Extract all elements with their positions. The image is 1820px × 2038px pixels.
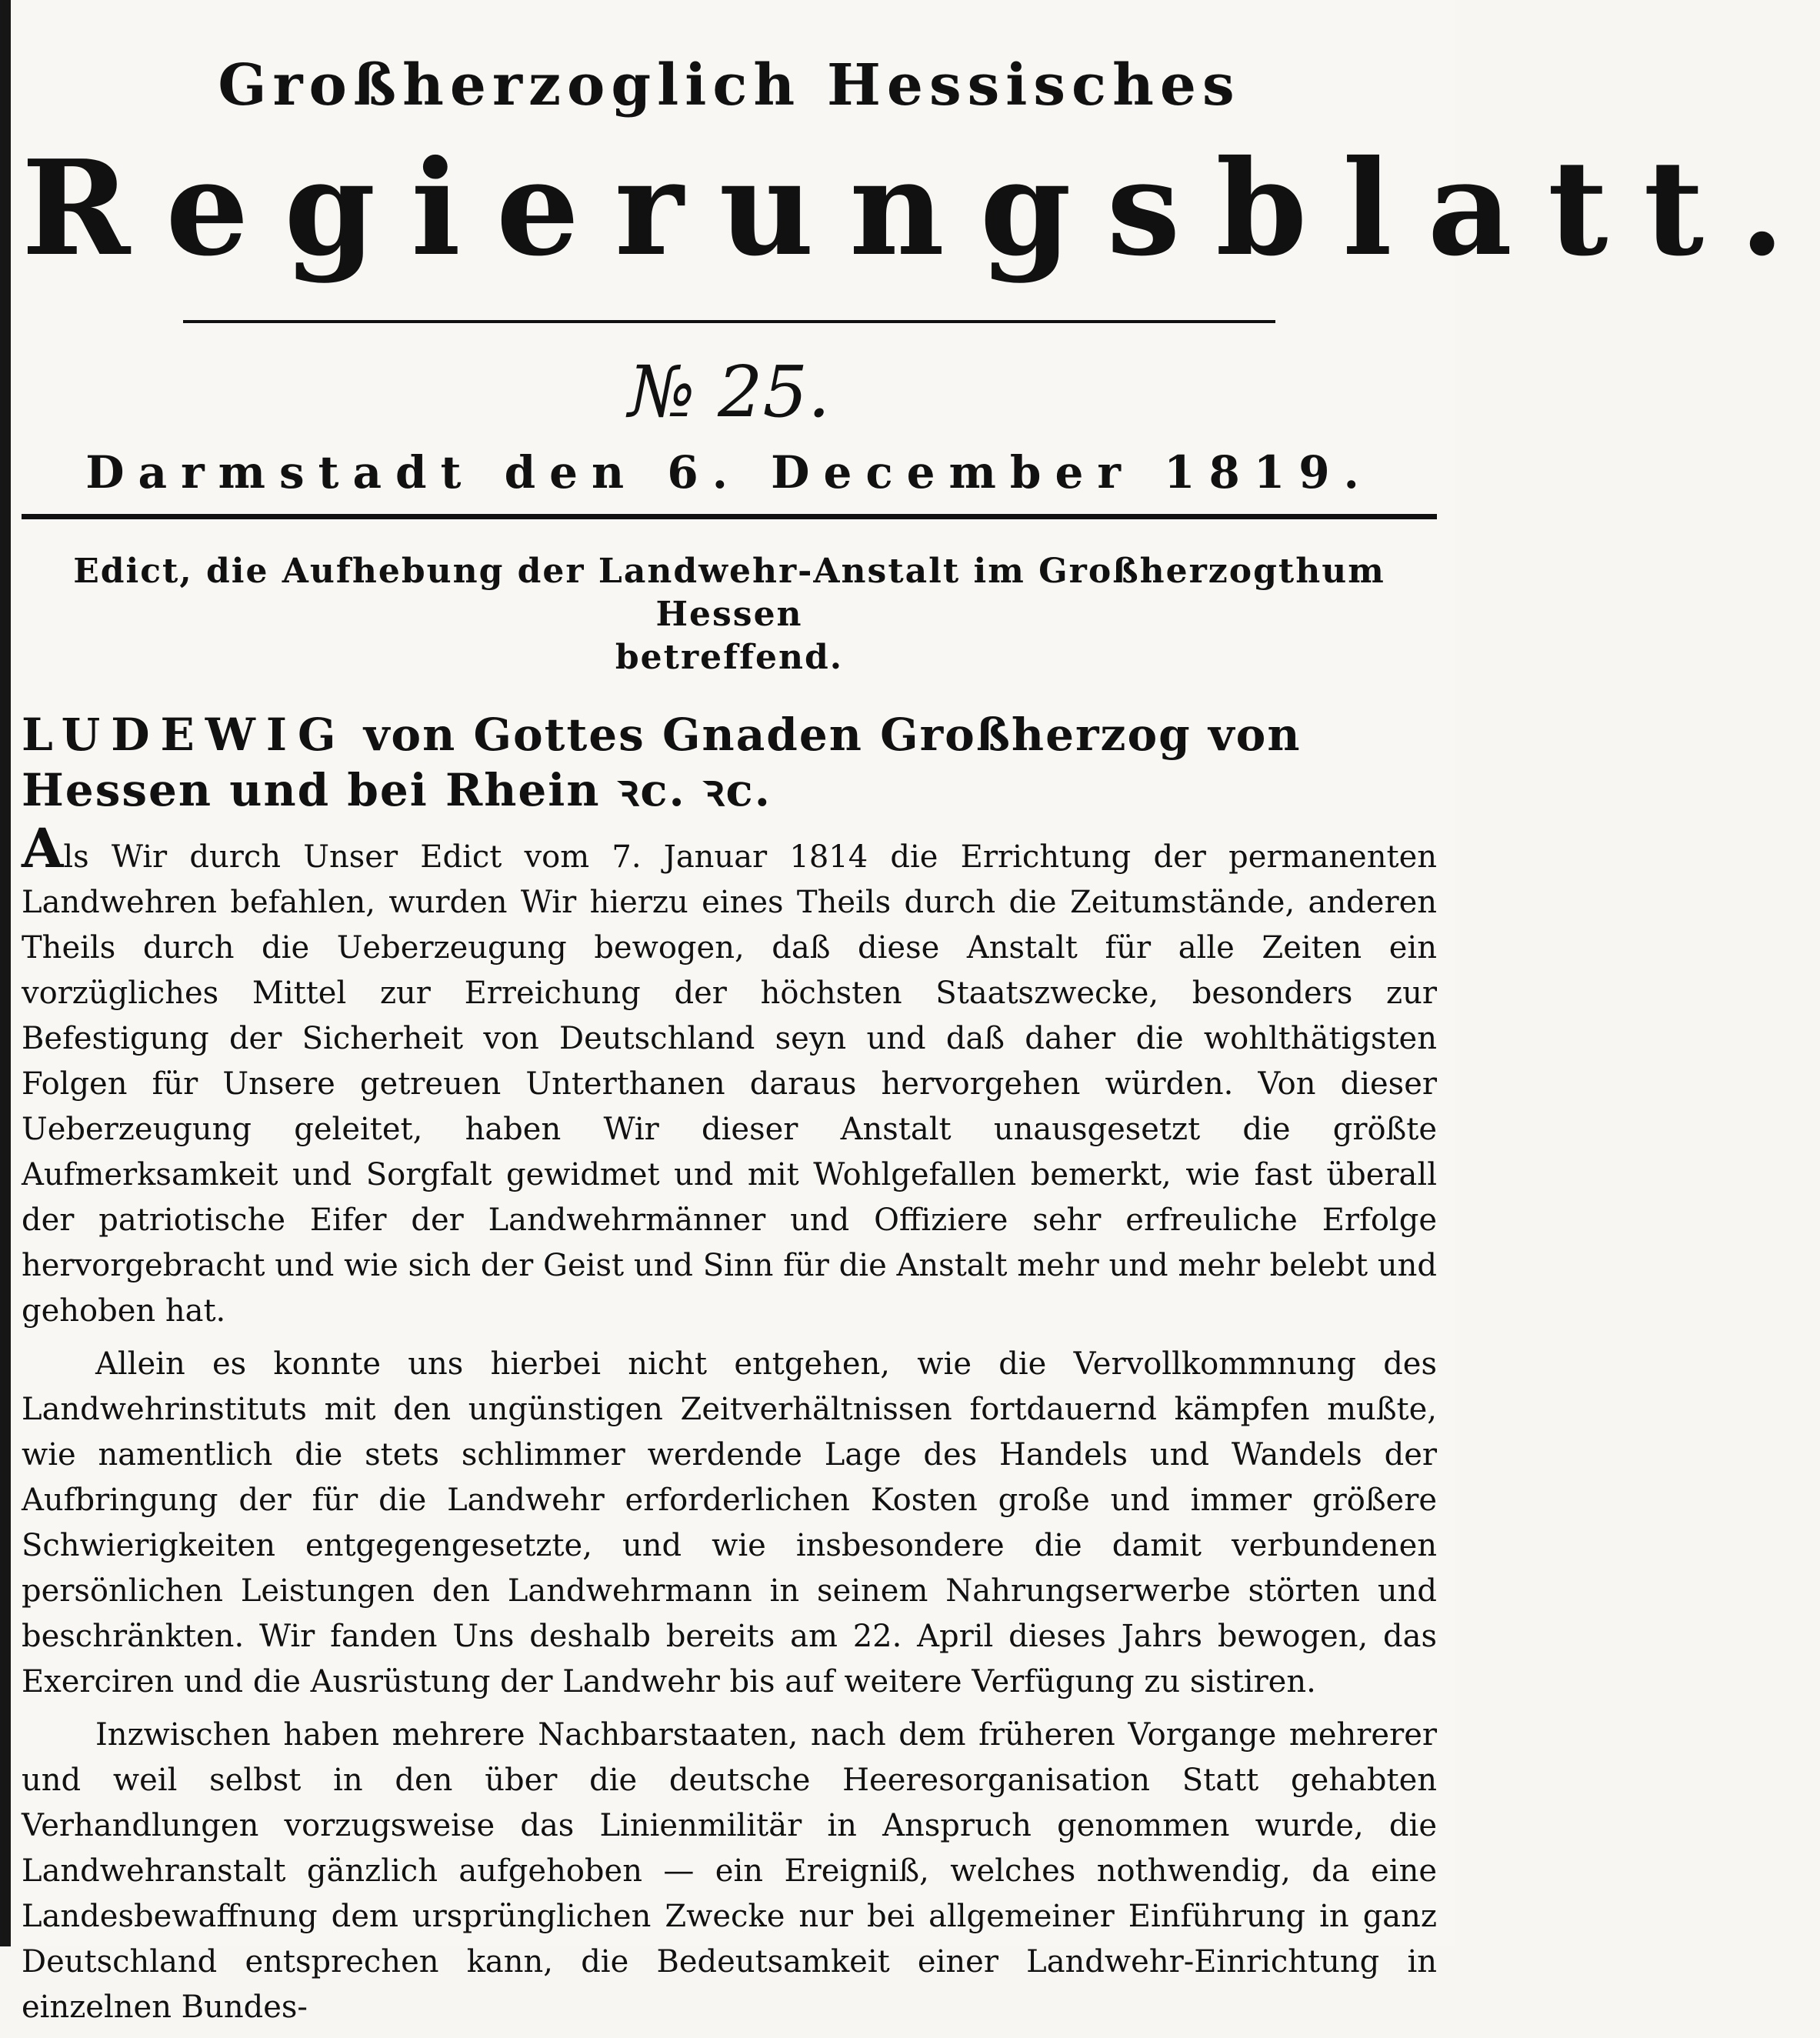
paragraph-3: Inzwischen haben mehrere Nachbarstaaten, nach dem früheren Vorgange mehrerer und weil selbst in den über die deutsche Heeresorganisation Statt gehabten Verhandlungen vorzugsweise das Linienmilitär in Anspruch genommen wurde, die Landwehranstalt gänzlich aufgehoben — ein Ereigniß, welches nothwendig, da eine Landesbewaffnung dem ursprünglichen Zwecke nur bei allgemeiner Einführung in ganz Deutschland entsprechen kann, die Bedeutsamkeit einer Landwehr-Einrichtung in einzelnen Bundes-	[22, 1717, 1437, 2025]
edict-title	[22, 550, 1437, 679]
drop-cap: A	[22, 816, 64, 880]
scan-edge-shadow	[0, 0, 11, 1946]
header-rule	[22, 514, 1437, 519]
edict-title-line-2: betreffend.	[615, 638, 844, 677]
page-content	[22, 31, 1820, 2038]
paragraph-1-text: ls Wir durch Unser Edict vom 7. Januar 1814 die Errichtung der permanenten Landwehren befahlen, wurden Wir hierzu eines Theils durch die Zeitumstände, anderen Theils durch die Ueberzeugung bewogen, daß diese Anstalt für alle Zeiten ein vorzügliches Mittel zur Erreichung der höchsten Staatszwecke, besonders zur Befestigung der Sicherheit von Deutschland seyn und daß daher die wohlthätigsten Folgen für Unsere getreuen Unterthanen daraus hervorgehen würden. Von dieser Ueberzeugung geleitet, haben Wir dieser Anstalt unausgesetzt die größte Aufmerksamkeit und Sorgfalt gewidmet und mit Wohlgefallen bemerkt, wie fast überall der patriotische Eifer der Landwehrmänner und Offiziere sehr erfreuliche Erfolge hervorgebracht und wie sich der Geist und Sinn für die Anstalt mehr und mehr belebt und gehoben hat.	[22, 839, 1437, 1329]
sovereign-title: von Gottes Gnaden Großherzog von Hessen und bei Rhein ꝛc. ꝛc.	[22, 709, 1302, 816]
paragraph-2: Allein es konnte uns hierbei nicht entgehen, wie die Vervollkommnung des Landwehrinstituts mit den ungünstigen Zeitverhältnissen fortdauernd kämpfen mußte, wie namentlich die stets schlimmer werdende Lage des Handels und Wandels der Aufbringung der für die Landwehr erforderlichen Kosten große und immer größere Schwierigkeiten entgegengesetzte, und wie insbesondere die damit verbundenen persönlichen Leistungen den Landwehrmann in seinem Nahrungserwerbe störten und beschränkten. Wir fanden Uns deshalb bereits am 22. April dieses Jahrs bewogen, das Exerciren und die Ausrüstung der Landwehr bis auf weitere Verfügung zu sistiren.	[22, 1346, 1437, 1699]
edict-body	[22, 816, 1437, 2030]
issue-number: № 25.	[628, 351, 831, 433]
edict-title-line-1: Edict, die Aufhebung der Landwehr-Anstalt im Großherzogthum Hessen	[73, 552, 1385, 634]
paragraph-1	[22, 816, 1437, 1334]
masthead-kicker: Großherzoglich Hessisches	[218, 52, 1241, 118]
dateline: Darmstadt den 6. December 1819.	[85, 446, 1373, 499]
sovereign-name: LUDEWIG	[22, 709, 347, 761]
masthead-title: Regierungsblatt.	[22, 132, 1820, 285]
masthead-rule	[183, 320, 1275, 323]
sovereign-line	[22, 707, 1437, 818]
